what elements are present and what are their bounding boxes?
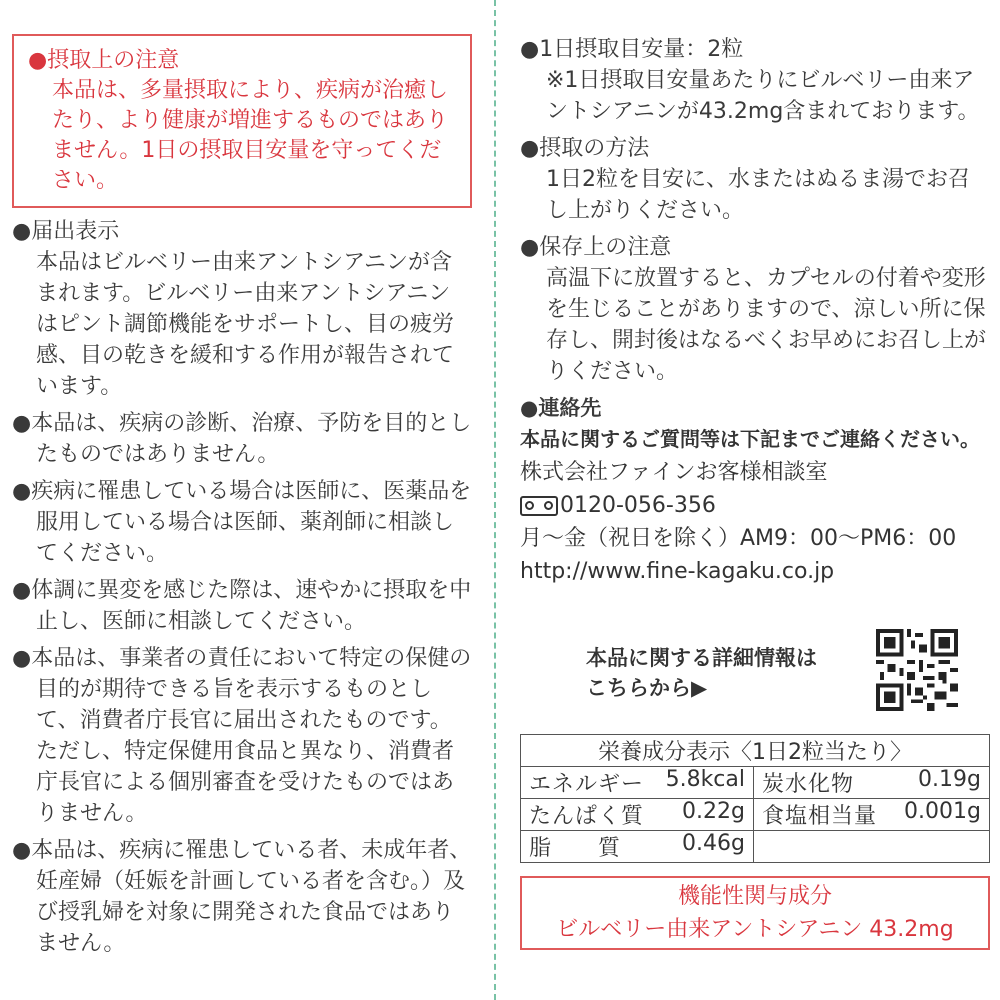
nutrition-cell: 食塩相当量 0.001g bbox=[754, 799, 990, 831]
nutrition-cell-empty bbox=[754, 831, 990, 863]
method-body: 1日2粒を目安に、水またはぬるま湯でお召し上がりください。 bbox=[546, 167, 970, 223]
intake-body: ※1日摂取目安量あたりにビルベリー由来アントシアニンが43.2mg含まれております。 bbox=[546, 68, 980, 124]
contact-line: 本品に関するご質問等は下記までご連絡ください。 bbox=[520, 427, 980, 451]
contact-phone[interactable]: 0120-056-356 bbox=[560, 493, 716, 518]
storage-head: ●保存上の注意 bbox=[520, 235, 672, 260]
nutrition-cell: エネルギー 5.8kcal bbox=[521, 767, 754, 799]
intake-section bbox=[520, 34, 990, 127]
nutrition-cell: 脂 質 0.46g bbox=[521, 831, 754, 863]
storage-section bbox=[520, 232, 990, 387]
contact-url[interactable]: http://www.fine-kagaku.co.jp bbox=[520, 559, 835, 584]
contact-phone-row bbox=[520, 489, 990, 522]
note-item: ●本品は、疾病に罹患している者、未成年者、妊産婦（妊娠を計画している者を含む。）及び授乳婦を対象に開発された食品ではありません。 bbox=[12, 838, 472, 956]
functional-title: 機能性関与成分 bbox=[677, 884, 832, 909]
notification-body: 本品はビルベリー由来アントシアニンが含まれます。ビルベリー由来アントシアニンはピント調節機能をサポートし、目の疲労感、目の乾きを緩和する作用が報告されています。 bbox=[36, 250, 455, 399]
caution-body: 本品は、多量摂取により、疾病が治癒したり、より健康が増進するものではありません。1日の摂取目安量を守ってください。 bbox=[52, 78, 449, 193]
storage-body: 高温下に放置すると、カプセルの付着や変形を生じることがありますので、涼しい所に保存し、開封後はなるべくお早めにお召し上がりください。 bbox=[546, 266, 987, 384]
table-row bbox=[521, 799, 990, 831]
right-column bbox=[520, 34, 990, 942]
note-item: ●体調に異変を感じた際は、速やかに摂取を中止し、医師に相談してください。 bbox=[12, 578, 472, 634]
note-item: ●疾病に罹患している場合は医師に、医薬品を服用している場合は医師、薬剤師に相談してください。 bbox=[12, 479, 472, 566]
qr-code-icon[interactable] bbox=[876, 629, 958, 711]
freedial-icon bbox=[520, 496, 558, 516]
qr-caption-line1: 本品に関する詳細情報は bbox=[586, 646, 817, 670]
column-divider bbox=[494, 0, 496, 1000]
qr-section bbox=[586, 629, 976, 719]
contact-hours: 月～金（祝日を除く）AM9：00～PM6：00 bbox=[520, 526, 957, 551]
functional-value: ビルベリー由来アントシアニン 43.2mg bbox=[556, 917, 954, 942]
note-item: ●本品は、疾病の診断、治療、予防を目的としたものではありません。 bbox=[12, 411, 472, 467]
note-item: ●本品は、事業者の責任において特定の保健の目的が期待できる旨を表示するものとして、消費者庁長官に届出されたものです。ただし、特定保健用食品と異なり、消費者庁長官による個別審査を受けたものではありません。 bbox=[12, 646, 472, 826]
contact-head: ●連絡先 bbox=[520, 396, 602, 420]
left-column bbox=[12, 34, 472, 959]
intake-head: ●1日摂取目安量：2粒 bbox=[520, 37, 744, 62]
table-row bbox=[521, 767, 990, 799]
table-row bbox=[521, 831, 990, 863]
qr-caption bbox=[586, 643, 817, 703]
nutrition-title: 栄養成分表示〈1日2粒当たり〉 bbox=[521, 735, 990, 767]
method-head: ●摂取の方法 bbox=[520, 136, 650, 161]
caution-title: ●摂取上の注意 bbox=[28, 48, 180, 73]
nutrition-cell: 炭水化物 0.19g bbox=[754, 767, 990, 799]
intake-caution-box bbox=[12, 34, 472, 208]
qr-caption-line2: こちらから▶ bbox=[586, 676, 708, 700]
method-section bbox=[520, 133, 990, 226]
nutrition-table bbox=[520, 734, 990, 863]
contact-company: 株式会社ファインお客様相談室 bbox=[520, 460, 828, 485]
notification-head: ●届出表示 bbox=[12, 219, 120, 244]
nutrition-cell: たんぱく質 0.22g bbox=[521, 799, 754, 831]
functional-ingredient-box bbox=[520, 876, 990, 950]
notification-section bbox=[12, 216, 472, 402]
